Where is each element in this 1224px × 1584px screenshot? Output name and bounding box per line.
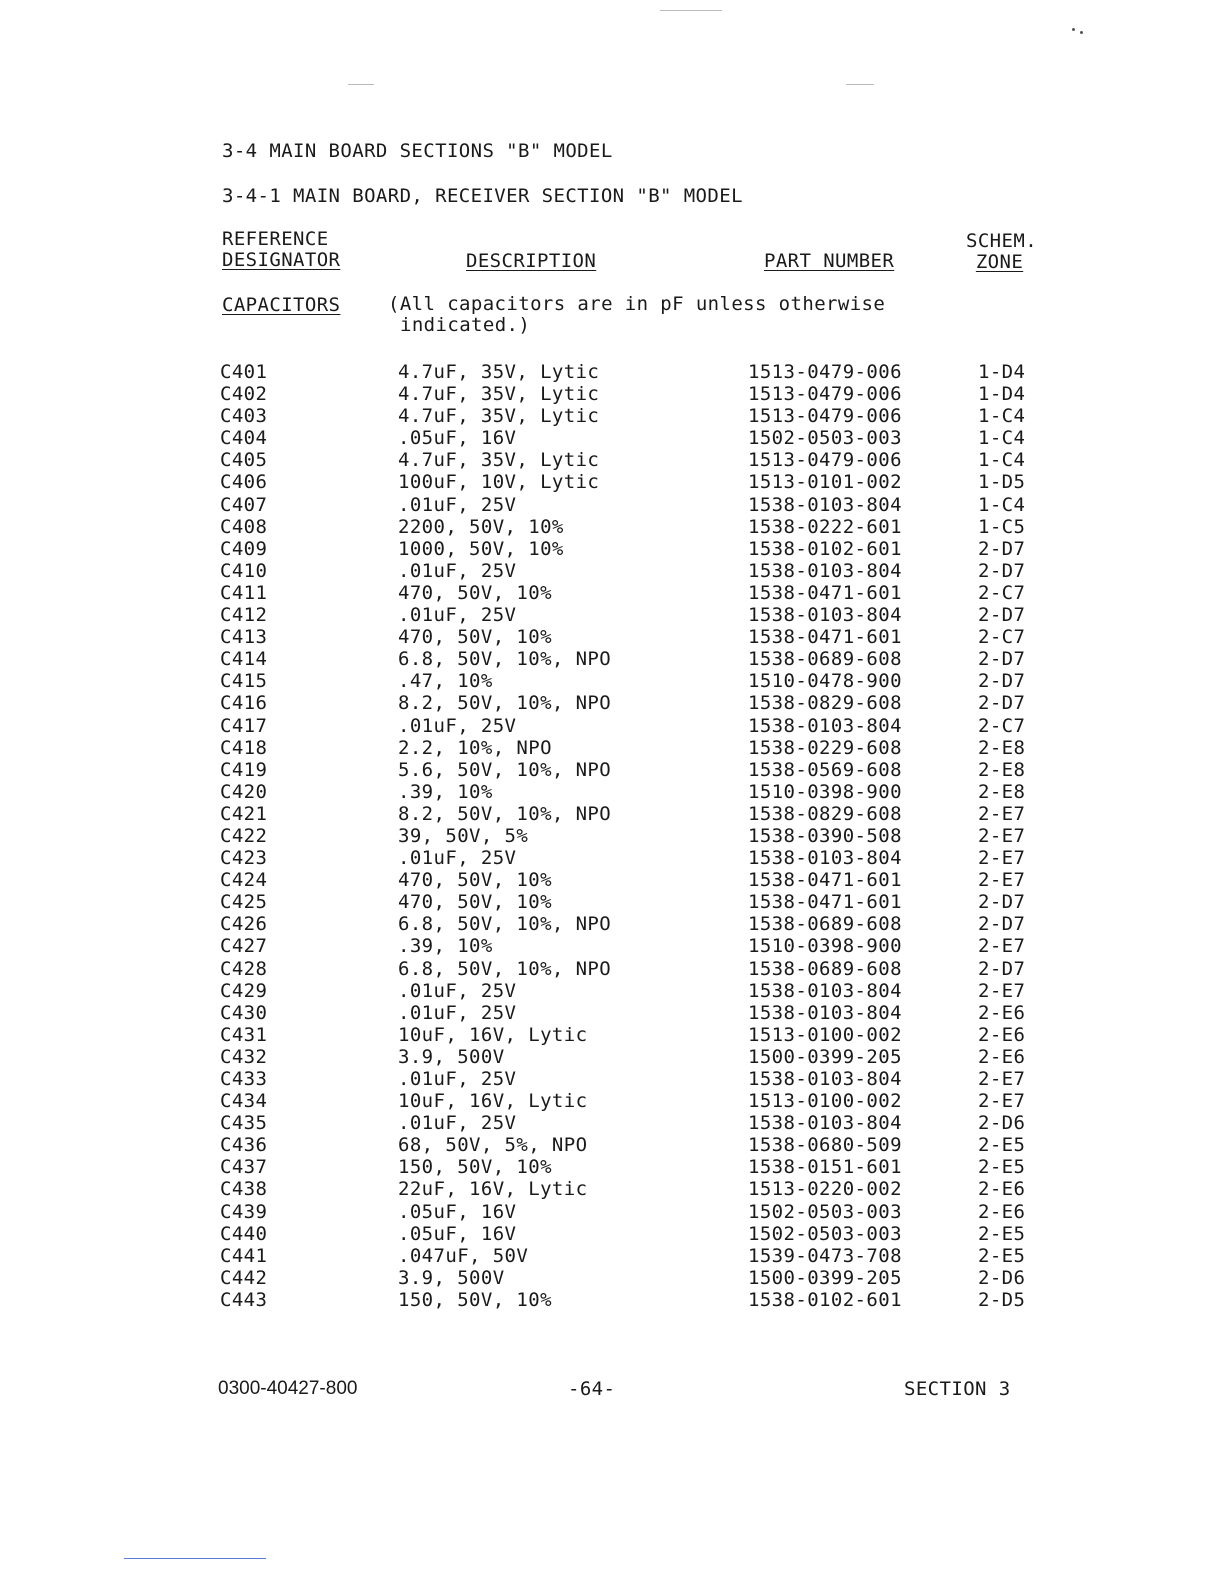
schematic-zone-cell: 2-D7 xyxy=(978,537,1026,560)
table-row xyxy=(220,670,1060,692)
reference-designator-cell: C432 xyxy=(220,1045,268,1068)
part-number-cell: 1538-0103-804 xyxy=(748,1001,902,1024)
reference-designator-cell: C409 xyxy=(220,537,268,560)
part-number-cell: 1538-0689-608 xyxy=(748,648,902,671)
table-row xyxy=(220,715,1060,737)
column-header-zone-line2: ZONE xyxy=(975,251,1024,273)
schematic-zone-cell: 1-C4 xyxy=(978,405,1026,428)
schematic-zone-cell: 2-E7 xyxy=(978,824,1026,847)
reference-designator-cell: C440 xyxy=(220,1222,268,1245)
reference-designator-cell: C434 xyxy=(220,1090,268,1113)
schematic-zone-cell: 2-E7 xyxy=(978,802,1026,825)
table-row xyxy=(220,1134,1060,1156)
table-row xyxy=(220,516,1060,538)
description-cell: .39, 10% xyxy=(398,780,493,803)
scan-smudge xyxy=(348,84,374,85)
description-cell: .047uF, 50V xyxy=(398,1244,529,1267)
category-note-line2: indicated.) xyxy=(400,314,531,336)
part-number-cell: 1502-0503-003 xyxy=(748,1222,902,1245)
schematic-zone-cell: 2-E7 xyxy=(978,1090,1026,1113)
reference-designator-cell: C433 xyxy=(220,1068,268,1090)
table-row xyxy=(220,471,1060,493)
scan-speck xyxy=(1080,31,1083,34)
description-cell: 4.7uF, 35V, Lytic xyxy=(398,405,600,428)
schematic-zone-cell: 2-E7 xyxy=(978,847,1026,870)
description-cell: 470, 50V, 10% xyxy=(398,626,552,649)
description-cell: 4.7uF, 35V, Lytic xyxy=(398,383,600,406)
column-header-zone-line1: SCHEM. xyxy=(966,230,1038,252)
table-row xyxy=(220,891,1060,913)
category-note xyxy=(388,294,885,336)
part-number-cell: 1538-0569-608 xyxy=(748,758,902,781)
schematic-zone-cell: 2-D7 xyxy=(978,559,1026,582)
part-number-cell: 1538-0222-601 xyxy=(748,515,902,538)
reference-designator-cell: C420 xyxy=(220,780,268,803)
description-cell: .01uF, 25V xyxy=(398,1001,517,1024)
table-row xyxy=(220,604,1060,626)
table-row xyxy=(220,1223,1060,1245)
part-number-cell: 1538-0103-804 xyxy=(748,979,902,1002)
reference-designator-cell: C430 xyxy=(220,1001,268,1024)
description-cell: 68, 50V, 5%, NPO xyxy=(398,1134,588,1157)
description-cell: .01uF, 25V xyxy=(398,559,517,582)
schematic-zone-cell: 2-E7 xyxy=(978,979,1026,1002)
reference-designator-cell: C428 xyxy=(220,957,268,980)
table-row xyxy=(220,538,1060,560)
schematic-zone-cell: 2-D7 xyxy=(978,604,1026,627)
part-number-cell: 1538-0390-508 xyxy=(748,824,902,847)
table-row xyxy=(220,825,1060,847)
part-number-cell: 1502-0503-003 xyxy=(748,1200,902,1223)
description-cell: 470, 50V, 10% xyxy=(398,869,552,892)
description-cell: 470, 50V, 10% xyxy=(398,891,552,914)
category-heading: CAPACITORS xyxy=(222,294,341,316)
schematic-zone-cell: 1-C4 xyxy=(978,427,1026,450)
part-number-cell: 1513-0479-006 xyxy=(748,405,902,428)
reference-designator-cell: C402 xyxy=(220,383,268,406)
schematic-zone-cell: 2-D7 xyxy=(978,957,1026,980)
table-row xyxy=(220,1090,1060,1112)
parts-table xyxy=(220,361,1060,1311)
part-number-cell: 1538-0680-509 xyxy=(748,1134,902,1157)
reference-designator-cell: C403 xyxy=(220,405,268,428)
reference-designator-cell: C441 xyxy=(220,1244,268,1267)
description-cell: 100uF, 10V, Lytic xyxy=(398,471,600,494)
part-number-cell: 1513-0100-002 xyxy=(748,1090,902,1113)
reference-designator-cell: C411 xyxy=(220,581,268,604)
table-row xyxy=(220,1112,1060,1134)
schematic-zone-cell: 2-E7 xyxy=(978,935,1026,958)
schematic-zone-cell: 2-E6 xyxy=(978,1045,1026,1068)
schematic-zone-cell: 2-E6 xyxy=(978,1178,1026,1201)
description-cell: .01uF, 25V xyxy=(398,1068,517,1090)
scan-edge-line xyxy=(124,1558,266,1559)
schematic-zone-cell: 1-C4 xyxy=(978,449,1026,472)
part-number-cell: 1538-0103-804 xyxy=(748,493,902,516)
schematic-zone-cell: 2-C7 xyxy=(978,581,1026,604)
description-cell: 150, 50V, 10% xyxy=(398,1288,552,1311)
schematic-zone-cell: 1-D4 xyxy=(978,383,1026,406)
schematic-zone-cell: 2-E5 xyxy=(978,1244,1026,1267)
table-row xyxy=(220,1267,1060,1289)
reference-designator-cell: C418 xyxy=(220,736,268,759)
reference-designator-cell: C431 xyxy=(220,1023,268,1046)
schematic-zone-cell: 2-E5 xyxy=(978,1134,1026,1157)
table-row xyxy=(220,935,1060,957)
part-number-cell: 1538-0829-608 xyxy=(748,692,902,715)
schematic-zone-cell: 1-C5 xyxy=(978,515,1026,538)
reference-designator-cell: C443 xyxy=(220,1288,268,1311)
description-cell: 39, 50V, 5% xyxy=(398,824,529,847)
table-row xyxy=(220,1289,1060,1311)
table-row xyxy=(220,626,1060,648)
reference-designator-cell: C425 xyxy=(220,891,268,914)
part-number-cell: 1502-0503-003 xyxy=(748,427,902,450)
table-row xyxy=(220,361,1060,383)
table-row xyxy=(220,427,1060,449)
schematic-zone-cell: 2-E6 xyxy=(978,1023,1026,1046)
description-cell: .47, 10% xyxy=(398,670,493,693)
table-row xyxy=(220,913,1060,935)
reference-designator-cell: C410 xyxy=(220,559,268,582)
part-number-cell: 1539-0473-708 xyxy=(748,1244,902,1267)
category-note-line1: (All capacitors are in pF unless otherwise xyxy=(388,293,886,315)
part-number-cell: 1538-0471-601 xyxy=(748,869,902,892)
reference-designator-cell: C406 xyxy=(220,471,268,494)
column-header-reference-line2: DESIGNATOR xyxy=(222,249,341,271)
schematic-zone-cell: 2-D6 xyxy=(978,1266,1026,1289)
schematic-zone-cell: 2-E8 xyxy=(978,736,1026,759)
schematic-zone-cell: 2-D7 xyxy=(978,891,1026,914)
column-header-zone xyxy=(966,231,1037,273)
scan-smudge xyxy=(846,84,874,85)
schematic-zone-cell: 2-E6 xyxy=(978,1001,1026,1024)
table-row xyxy=(220,869,1060,891)
part-number-cell: 1510-0398-900 xyxy=(748,780,902,803)
footer-section: SECTION 3 xyxy=(904,1378,1011,1400)
part-number-cell: 1538-0151-601 xyxy=(748,1156,902,1179)
schematic-zone-cell: 1-C4 xyxy=(978,493,1026,516)
schematic-zone-cell: 2-D7 xyxy=(978,692,1026,715)
table-row xyxy=(220,1156,1060,1178)
part-number-cell: 1513-0479-006 xyxy=(748,361,902,383)
description-cell: 4.7uF, 35V, Lytic xyxy=(398,449,600,472)
part-number-cell: 1538-0471-601 xyxy=(748,581,902,604)
reference-designator-cell: C401 xyxy=(220,361,268,383)
table-row xyxy=(220,759,1060,781)
description-cell: 8.2, 50V, 10%, NPO xyxy=(398,802,612,825)
table-row xyxy=(220,980,1060,1002)
reference-designator-cell: C416 xyxy=(220,692,268,715)
description-cell: 10uF, 16V, Lytic xyxy=(398,1023,588,1046)
column-header-reference-line1: REFERENCE xyxy=(222,228,329,250)
description-cell: .01uF, 25V xyxy=(398,714,517,737)
description-cell: .05uF, 16V xyxy=(398,1200,517,1223)
reference-designator-cell: C424 xyxy=(220,869,268,892)
schematic-zone-cell: 2-E8 xyxy=(978,780,1026,803)
schematic-zone-cell: 2-E7 xyxy=(978,869,1026,892)
reference-designator-cell: C421 xyxy=(220,802,268,825)
column-header-part-number: PART NUMBER xyxy=(764,250,895,272)
part-number-cell: 1538-0103-804 xyxy=(748,604,902,627)
table-row xyxy=(220,560,1060,582)
reference-designator-cell: C423 xyxy=(220,847,268,870)
description-cell: 150, 50V, 10% xyxy=(398,1156,552,1179)
reference-designator-cell: C412 xyxy=(220,604,268,627)
description-cell: .05uF, 16V xyxy=(398,1222,517,1245)
table-row xyxy=(220,803,1060,825)
schematic-zone-cell: 2-D7 xyxy=(978,648,1026,671)
reference-designator-cell: C436 xyxy=(220,1134,268,1157)
reference-designator-cell: C426 xyxy=(220,913,268,936)
table-row xyxy=(220,781,1060,803)
part-number-cell: 1538-0471-601 xyxy=(748,891,902,914)
table-row xyxy=(220,1178,1060,1200)
table-row xyxy=(220,1201,1060,1223)
schematic-zone-cell: 2-E7 xyxy=(978,1068,1026,1090)
description-cell: 8.2, 50V, 10%, NPO xyxy=(398,692,612,715)
table-row xyxy=(220,847,1060,869)
table-row xyxy=(220,582,1060,604)
part-number-cell: 1538-0103-804 xyxy=(748,847,902,870)
description-cell: 10uF, 16V, Lytic xyxy=(398,1090,588,1113)
description-cell: 2.2, 10%, NPO xyxy=(398,736,552,759)
description-cell: .05uF, 16V xyxy=(398,427,517,450)
reference-designator-cell: C413 xyxy=(220,626,268,649)
part-number-cell: 1513-0479-006 xyxy=(748,449,902,472)
table-row xyxy=(220,1068,1060,1090)
reference-designator-cell: C427 xyxy=(220,935,268,958)
reference-designator-cell: C404 xyxy=(220,427,268,450)
part-number-cell: 1538-0103-804 xyxy=(748,559,902,582)
reference-designator-cell: C415 xyxy=(220,670,268,693)
description-cell: .01uF, 25V xyxy=(398,1112,517,1135)
footer-page-number: -64- xyxy=(568,1378,616,1400)
description-cell: 6.8, 50V, 10%, NPO xyxy=(398,957,612,980)
table-row xyxy=(220,648,1060,670)
part-number-cell: 1538-0229-608 xyxy=(748,736,902,759)
reference-designator-cell: C417 xyxy=(220,714,268,737)
reference-designator-cell: C414 xyxy=(220,648,268,671)
description-cell: 4.7uF, 35V, Lytic xyxy=(398,361,600,383)
part-number-cell: 1500-0399-205 xyxy=(748,1045,902,1068)
part-number-cell: 1538-0829-608 xyxy=(748,802,902,825)
reference-designator-cell: C429 xyxy=(220,979,268,1002)
part-number-cell: 1538-0102-601 xyxy=(748,537,902,560)
section-heading: 3-4 MAIN BOARD SECTIONS "B" MODEL xyxy=(222,140,613,162)
description-cell: .01uF, 25V xyxy=(398,604,517,627)
table-row xyxy=(220,737,1060,759)
description-cell: .01uF, 25V xyxy=(398,979,517,1002)
table-row xyxy=(220,1245,1060,1267)
part-number-cell: 1510-0398-900 xyxy=(748,935,902,958)
schematic-zone-cell: 2-C7 xyxy=(978,714,1026,737)
reference-designator-cell: C438 xyxy=(220,1178,268,1201)
table-row xyxy=(220,1024,1060,1046)
description-cell: 470, 50V, 10% xyxy=(398,581,552,604)
table-row xyxy=(220,958,1060,980)
reference-designator-cell: C439 xyxy=(220,1200,268,1223)
schematic-zone-cell: 2-D6 xyxy=(978,1112,1026,1135)
table-row xyxy=(220,449,1060,471)
part-number-cell: 1538-0103-804 xyxy=(748,1112,902,1135)
part-number-cell: 1513-0100-002 xyxy=(748,1023,902,1046)
table-row xyxy=(220,1002,1060,1024)
part-number-cell: 1538-0689-608 xyxy=(748,957,902,980)
description-cell: 2200, 50V, 10% xyxy=(398,515,564,538)
table-row xyxy=(220,405,1060,427)
description-cell: .39, 10% xyxy=(398,935,493,958)
description-cell: 22uF, 16V, Lytic xyxy=(398,1178,588,1201)
part-number-cell: 1500-0399-205 xyxy=(748,1266,902,1289)
description-cell: 6.8, 50V, 10%, NPO xyxy=(398,913,612,936)
part-number-cell: 1513-0220-002 xyxy=(748,1178,902,1201)
schematic-zone-cell: 2-E8 xyxy=(978,758,1026,781)
part-number-cell: 1538-0689-608 xyxy=(748,913,902,936)
footer-doc-number: 0300-40427-800 xyxy=(218,1378,358,1399)
schematic-zone-cell: 2-D5 xyxy=(978,1288,1026,1311)
table-row xyxy=(220,383,1060,405)
reference-designator-cell: C435 xyxy=(220,1112,268,1135)
reference-designator-cell: C437 xyxy=(220,1156,268,1179)
description-cell: .01uF, 25V xyxy=(398,493,517,516)
part-number-cell: 1513-0479-006 xyxy=(748,383,902,406)
schematic-zone-cell: 2-D7 xyxy=(978,913,1026,936)
part-number-cell: 1538-0103-804 xyxy=(748,1068,902,1090)
scan-speck xyxy=(1072,28,1075,31)
reference-designator-cell: C405 xyxy=(220,449,268,472)
schematic-zone-cell: 1-D5 xyxy=(978,471,1026,494)
schematic-zone-cell: 2-D7 xyxy=(978,670,1026,693)
scan-smudge xyxy=(660,10,722,11)
schematic-zone-cell: 2-C7 xyxy=(978,626,1026,649)
column-header-description: DESCRIPTION xyxy=(466,250,597,272)
table-row xyxy=(220,692,1060,714)
description-cell: 6.8, 50V, 10%, NPO xyxy=(398,648,612,671)
description-cell: 3.9, 500V xyxy=(398,1266,505,1289)
table-row xyxy=(220,494,1060,516)
reference-designator-cell: C407 xyxy=(220,493,268,516)
part-number-cell: 1513-0101-002 xyxy=(748,471,902,494)
description-cell: 3.9, 500V xyxy=(398,1045,505,1068)
column-header-reference xyxy=(222,229,340,271)
part-number-cell: 1538-0471-601 xyxy=(748,626,902,649)
schematic-zone-cell: 2-E6 xyxy=(978,1200,1026,1223)
part-number-cell: 1510-0478-900 xyxy=(748,670,902,693)
table-row xyxy=(220,1046,1060,1068)
description-cell: .01uF, 25V xyxy=(398,847,517,870)
schematic-zone-cell: 2-E5 xyxy=(978,1222,1026,1245)
reference-designator-cell: C442 xyxy=(220,1266,268,1289)
description-cell: 5.6, 50V, 10%, NPO xyxy=(398,758,612,781)
reference-designator-cell: C422 xyxy=(220,824,268,847)
schematic-zone-cell: 2-E5 xyxy=(978,1156,1026,1179)
subsection-heading: 3-4-1 MAIN BOARD, RECEIVER SECTION "B" MODEL xyxy=(222,185,743,207)
schematic-zone-cell: 1-D4 xyxy=(978,361,1026,383)
part-number-cell: 1538-0102-601 xyxy=(748,1288,902,1311)
reference-designator-cell: C419 xyxy=(220,758,268,781)
reference-designator-cell: C408 xyxy=(220,515,268,538)
description-cell: 1000, 50V, 10% xyxy=(398,537,564,560)
part-number-cell: 1538-0103-804 xyxy=(748,714,902,737)
